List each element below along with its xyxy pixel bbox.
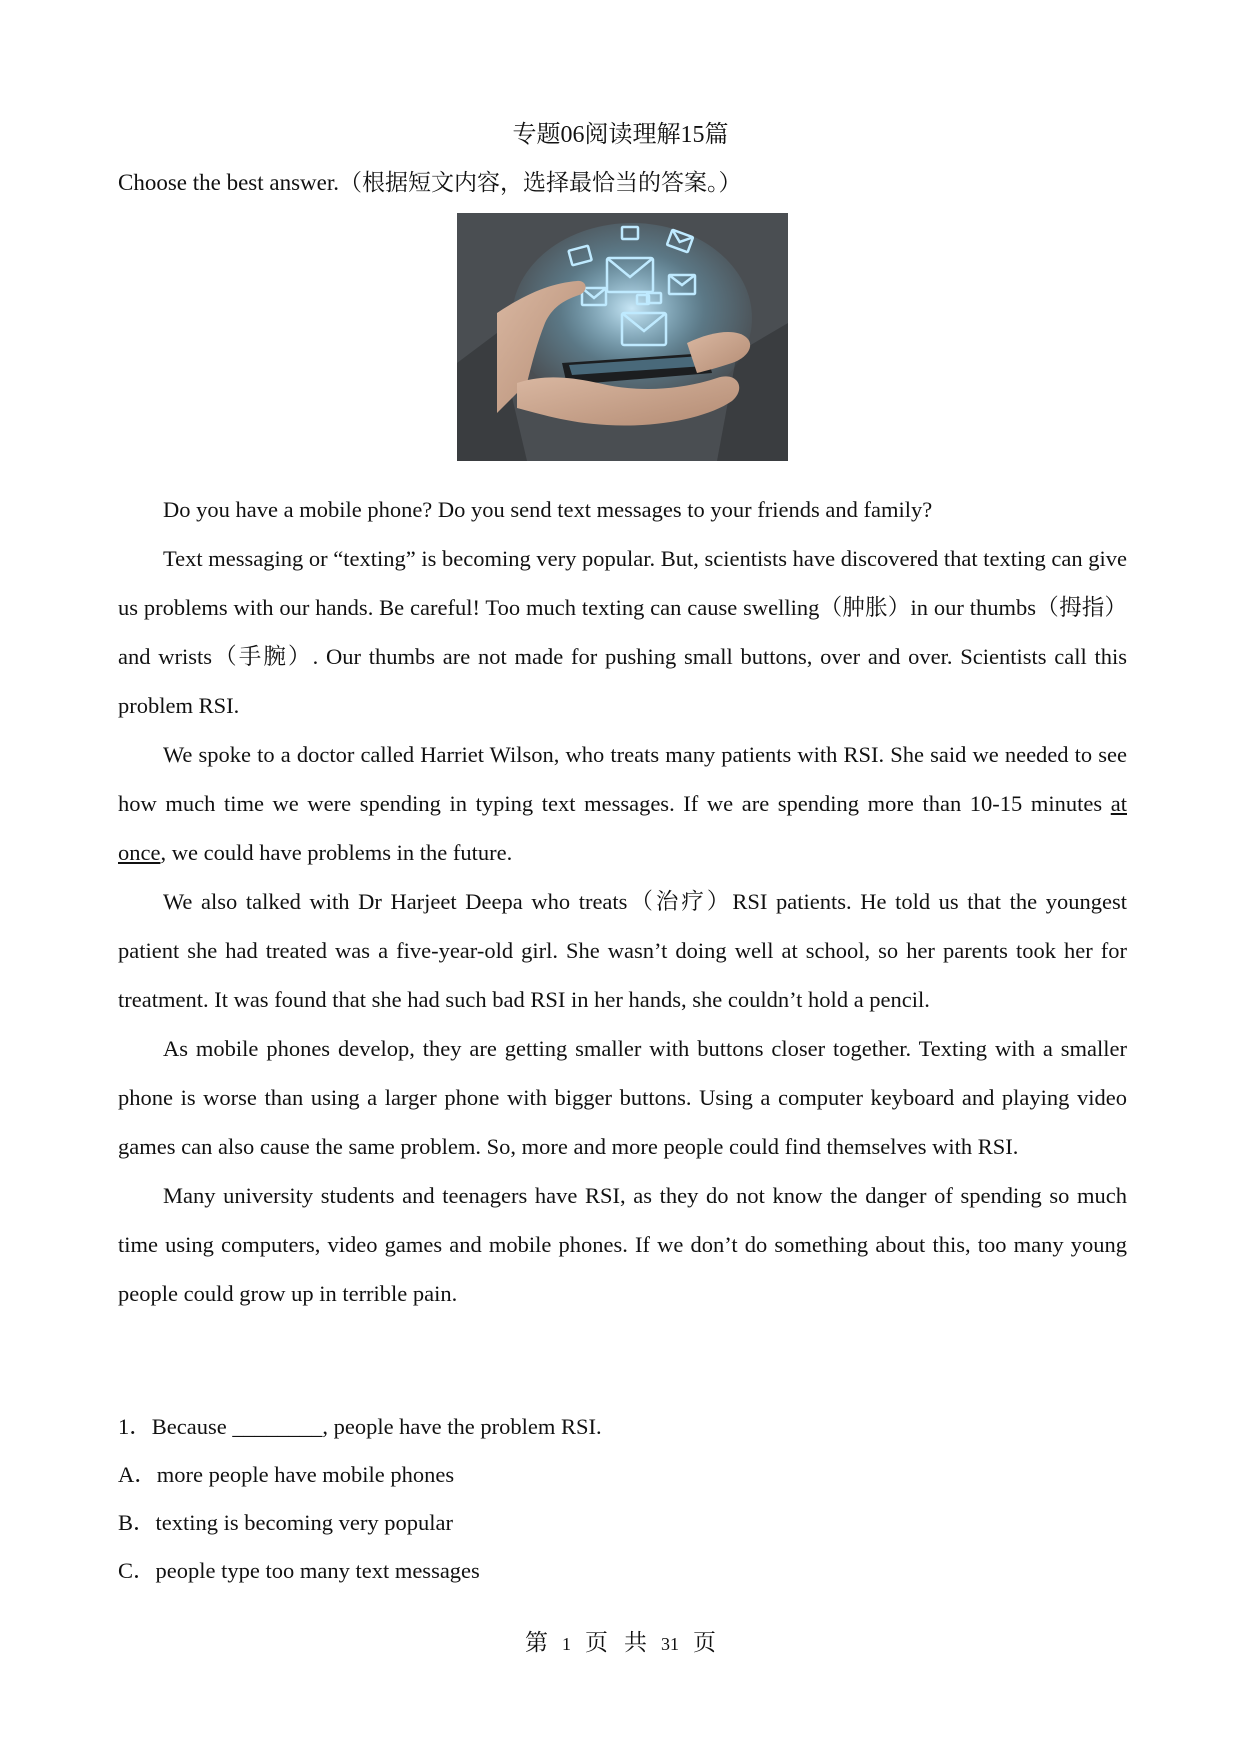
footer-total-pages: 31 [661, 1634, 679, 1654]
question-1-option-b[interactable]: B．texting is becoming very popular [118, 1510, 453, 1535]
article-paragraph-5: As mobile phones develop, they are getting smaller with buttons closer together. Texting with a smaller phone is worse than using a larger phone with bigger buttons. Using a computer keyboard and playing video games can also cause the same problem. So, more and more people could find themselves with RSI. [118, 1036, 1127, 1159]
article-body [118, 485, 1127, 1318]
footer-ye: 页 [585, 1630, 608, 1655]
footer-di: 第 [525, 1630, 548, 1655]
question-1-stem: 1．Because ________, people have the problem RSI. [118, 1414, 602, 1439]
page-footer [0, 1626, 1241, 1661]
article-paragraph-3 [118, 730, 1127, 877]
footer-gong: 共 [624, 1630, 647, 1655]
instruction-text: Choose the best answer.（根据短文内容，选择最恰当的答案。） [118, 170, 742, 195]
article-paragraph-4: We also talked with Dr Harjeet Deepa who treats（治疗）RSI patients. He told us that the youngest patient she had treated was a five-year-old girl. She wasn’t doing well at school, so her parents took her for treatment. It was found that she had such bad RSI in her hands, she couldn’t hold a pencil. [118, 889, 1127, 1012]
footer-ye-end: 页 [693, 1630, 716, 1655]
question-1-option-c[interactable]: C．people type too many text messages [118, 1558, 480, 1583]
paragraph-3-text-before: We spoke to a doctor called Harriet Wilson, who treats many patients with RSI. She said we needed to see how much time we were spending in typing text messages. If we are spending more than 10-15 minutes [118, 742, 1127, 816]
underlined-phrase: at once [118, 791, 1127, 865]
article-illustration [457, 213, 788, 461]
article-paragraph-1: Do you have a mobile phone? Do you send text messages to your friends and family? [163, 497, 933, 522]
question-block [118, 1403, 1127, 1595]
question-1-option-a[interactable]: A．more people have mobile phones [118, 1462, 455, 1487]
footer-page-number: 1 [562, 1634, 571, 1654]
article-paragraph-2: Text messaging or “texting” is becoming very popular. But, scientists have discovered that texting can give us problems with our hands. Be careful! Too much texting can cause swelling（肿胀）in our thumbs（拇指）and wrists（手腕）. Our thumbs are not made for pushing small buttons, over and over. Scientists call this problem RSI. [118, 546, 1127, 718]
article-paragraph-6: Many university students and teenagers have RSI, as they do not know the danger of spending so much time using computers, video games and mobile phones. If we don’t do something about this, too many young people could grow up in terrible pain. [118, 1183, 1127, 1306]
paragraph-3-text-after: , we could have problems in the future. [160, 840, 513, 865]
page-title: 专题06阅读理解15篇 [512, 122, 729, 148]
phone-messages-image [457, 213, 788, 461]
